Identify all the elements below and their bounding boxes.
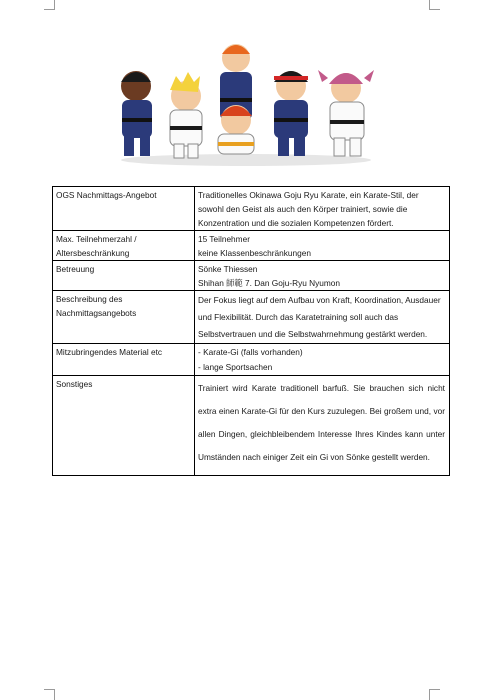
row-value-text: Sönke Thiessen xyxy=(198,264,258,274)
table-row xyxy=(53,291,450,344)
row-value xyxy=(195,187,450,231)
table-row xyxy=(53,344,450,376)
row-value-text: Der Fokus liegt auf dem Aufbau von Kraft, Koordination, Ausdauer und Flexibilität. Durch das Karatetraining soll auch das Selbstvertrauen und die Selbstwahrnehmung gestärkt werden. xyxy=(198,295,441,339)
row-value-text: keine Klassenbeschränkungen xyxy=(198,248,312,258)
row-value-text: Shihan 師範 7. Dan Goju-Ryu Nyumon xyxy=(198,278,341,288)
row-value xyxy=(195,344,450,376)
karate-kid-4 xyxy=(218,105,254,154)
row-value-text: Traditionelles Okinawa Goju Ryu Karate, ein Karate-Stil, der sowohl den Geist als auch den Körper trainiert, sowie die Konzentration und die sozialen Kompetenzen fördert. xyxy=(198,190,419,228)
table-row xyxy=(53,231,450,261)
row-label: Sonstiges xyxy=(53,376,195,476)
karate-kid-6 xyxy=(318,70,374,156)
row-value-text: - lange Sportsachen xyxy=(198,362,273,372)
table-row xyxy=(53,187,450,231)
row-label: Mitzubringendes Material etc xyxy=(53,344,195,376)
course-info-table xyxy=(52,186,450,476)
karate-kid-5 xyxy=(274,71,308,156)
row-value xyxy=(195,231,450,261)
row-value-text: 15 Teilnehmer xyxy=(198,234,250,244)
row-value-text: - Karate-Gi (falls vorhanden) xyxy=(198,347,303,357)
crop-mark-bottom-right xyxy=(429,689,440,700)
karate-kid-1 xyxy=(121,71,152,156)
karate-kids-illustration xyxy=(106,38,386,168)
row-value xyxy=(195,261,450,291)
crop-mark-bottom-left xyxy=(44,689,55,700)
table-row xyxy=(53,261,450,291)
row-label: Betreuung xyxy=(53,261,195,291)
row-label: Beschreibung des Nachmittagsangebots xyxy=(53,291,195,344)
row-value-text: Trainiert wird Karate traditionell barfuß. Sie brauchen sich nicht extra einen Karate-Gi für den Kurs zuzulegen. Bei großem und, vor allen Dingen, gleichbleibendem Interesse Ihres Kindes kann unter Umständen nach einiger Zeit ein Gi von Sönke gestellt werden. xyxy=(198,383,445,462)
row-label: OGS Nachmittags-Angebot xyxy=(53,187,195,231)
table-row xyxy=(53,376,450,476)
crop-mark-top-right xyxy=(429,0,440,10)
row-value xyxy=(195,291,450,344)
row-value xyxy=(195,376,450,476)
karate-kid-2 xyxy=(170,72,202,158)
row-label: Max. Teilnehmerzahl / Altersbeschränkung xyxy=(53,231,195,261)
crop-mark-top-left xyxy=(44,0,55,10)
